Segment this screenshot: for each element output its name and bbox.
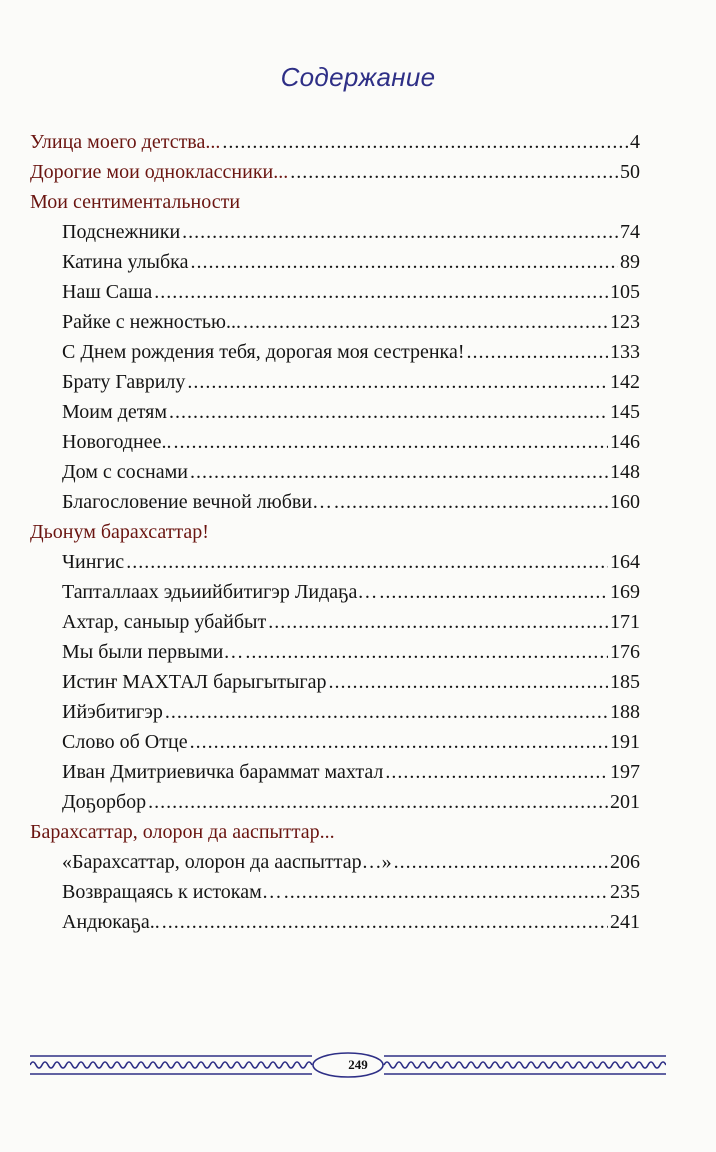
toc-entry	[30, 847, 640, 877]
toc-entry	[30, 367, 640, 397]
toc-entry-title: Тапталлаах эдьиийбитигэр Лидаҕа…	[62, 581, 378, 603]
dot-leader	[154, 277, 608, 307]
dot-leader	[190, 457, 608, 487]
toc-entry-title: Моим детям	[62, 401, 168, 423]
toc-entry-title: Наш Саша	[62, 281, 153, 303]
toc-entry-title: Ийэбитигэр	[62, 701, 163, 723]
toc-entry-title: С Днем рождения тебя, дорогая моя сестренка!	[62, 341, 465, 363]
dot-leader	[290, 157, 618, 187]
toc-entry	[30, 307, 640, 337]
page-title: Содержание	[280, 62, 436, 92]
toc-entry-title: Дом с соснами	[62, 461, 188, 483]
dot-leader	[243, 307, 608, 337]
toc-entry-page: 142	[610, 371, 640, 393]
toc-entry-page: 188	[610, 701, 640, 723]
toc-entry-page: 206	[610, 851, 640, 873]
toc-entry	[30, 727, 640, 757]
toc-entry	[30, 157, 640, 187]
toc-entry	[30, 787, 640, 817]
toc-entry-page: 164	[610, 551, 640, 573]
dot-leader	[174, 427, 608, 457]
toc-entry-title: Возвращаясь к истокам…	[62, 881, 282, 903]
toc-entry	[30, 127, 640, 157]
dot-leader	[182, 217, 618, 247]
toc-entry	[30, 607, 640, 637]
toc-entry-page: 191	[610, 731, 640, 753]
toc-entry-title: Истиҥ МАХТАЛ барыгытыгар	[62, 671, 327, 693]
toc-entry-page: 123	[610, 311, 640, 333]
toc-entry-page: 105	[610, 281, 640, 303]
toc-entry-page: 145	[610, 401, 640, 423]
toc-entry	[30, 337, 640, 367]
toc-entry-page: 4	[630, 131, 640, 153]
toc-entry-title: Ахтар, саныыр убайбыт	[62, 611, 267, 633]
toc-entry	[30, 487, 640, 517]
toc-entry	[30, 757, 640, 787]
dot-leader	[379, 577, 608, 607]
toc-entry-title: Слово об Отце	[62, 731, 188, 753]
toc-entry-page: 148	[610, 461, 640, 483]
dot-leader	[162, 907, 608, 937]
toc-entry-title: «Барахсаттар, олорон да ааспыттар…»	[62, 851, 392, 873]
toc-entry-title: Дорогие мои одноклассники...	[30, 161, 289, 183]
toc-section-title: Мои сентиментальности	[30, 191, 241, 213]
dot-leader	[222, 127, 628, 157]
toc-entry-page: 171	[610, 611, 640, 633]
toc-section-heading	[30, 817, 640, 847]
toc-entry-page: 169	[610, 581, 640, 603]
toc-entry-title: Улица моего детства...	[30, 131, 221, 153]
toc-entry-title: Подснежники	[62, 221, 181, 243]
toc-entry-title: Доҕорбор	[62, 791, 147, 813]
toc-entry-page: 146	[610, 431, 640, 453]
toc-entry	[30, 397, 640, 427]
toc-entry-title: Мы были первыми…	[62, 641, 244, 663]
toc-entry-page: 197	[610, 761, 640, 783]
dot-leader	[190, 727, 608, 757]
dot-leader	[126, 547, 608, 577]
dot-leader	[394, 847, 608, 877]
dot-leader	[190, 247, 618, 277]
toc-entry-page: 235	[610, 881, 640, 903]
toc-section-title: Дьонум барахсаттар!	[30, 521, 209, 543]
toc-entry	[30, 457, 640, 487]
toc-entry	[30, 427, 640, 457]
toc-section-title: Барахсаттар, олорон да ааспыттар...	[30, 821, 335, 843]
toc-entry	[30, 577, 640, 607]
dot-leader	[329, 667, 608, 697]
toc-entry-page: 74	[620, 221, 640, 243]
toc-entry-title: Благословение вечной любви…	[62, 491, 333, 513]
toc-entry-page: 201	[610, 791, 640, 813]
toc-entry-page: 241	[610, 911, 640, 933]
toc-entry	[30, 247, 640, 277]
toc-entry-title: Андюкаҕа..	[62, 911, 160, 933]
toc-entry-title: Катина улыбка	[62, 251, 189, 273]
toc-entry-page: 133	[610, 341, 640, 363]
toc-entry-title: Чингис	[62, 551, 125, 573]
toc-entry-title: Райке с нежностью...	[62, 311, 241, 333]
toc-entry-title: Новогоднее..	[62, 431, 172, 453]
toc-entry-title: Брату Гаврилу	[62, 371, 186, 393]
toc-entry	[30, 907, 640, 937]
page-number: 249	[348, 1057, 368, 1072]
toc-entry	[30, 877, 640, 907]
toc-entry-page: 50	[620, 161, 640, 183]
toc-entry	[30, 637, 640, 667]
toc-entry-page: 185	[610, 671, 640, 693]
dot-leader	[284, 877, 608, 907]
table-of-contents	[30, 127, 640, 937]
toc-entry	[30, 667, 640, 697]
dot-leader	[334, 487, 608, 517]
dot-leader	[245, 637, 608, 667]
dot-leader	[169, 397, 608, 427]
toc-section-heading	[30, 517, 640, 547]
dot-leader	[165, 697, 608, 727]
dot-leader	[268, 607, 608, 637]
dot-leader	[467, 337, 608, 367]
toc-entry	[30, 547, 640, 577]
toc-entry	[30, 277, 640, 307]
toc-section-heading	[30, 187, 640, 217]
dot-leader	[385, 757, 608, 787]
dot-leader	[187, 367, 608, 397]
toc-entry-page: 89	[620, 251, 640, 273]
toc-entry-title: Иван Дмитриевичка бараммат махтал	[62, 761, 384, 783]
toc-entry-page: 160	[610, 491, 640, 513]
toc-entry-page: 176	[610, 641, 640, 663]
toc-entry	[30, 217, 640, 247]
dot-leader	[148, 787, 608, 817]
toc-entry	[30, 697, 640, 727]
